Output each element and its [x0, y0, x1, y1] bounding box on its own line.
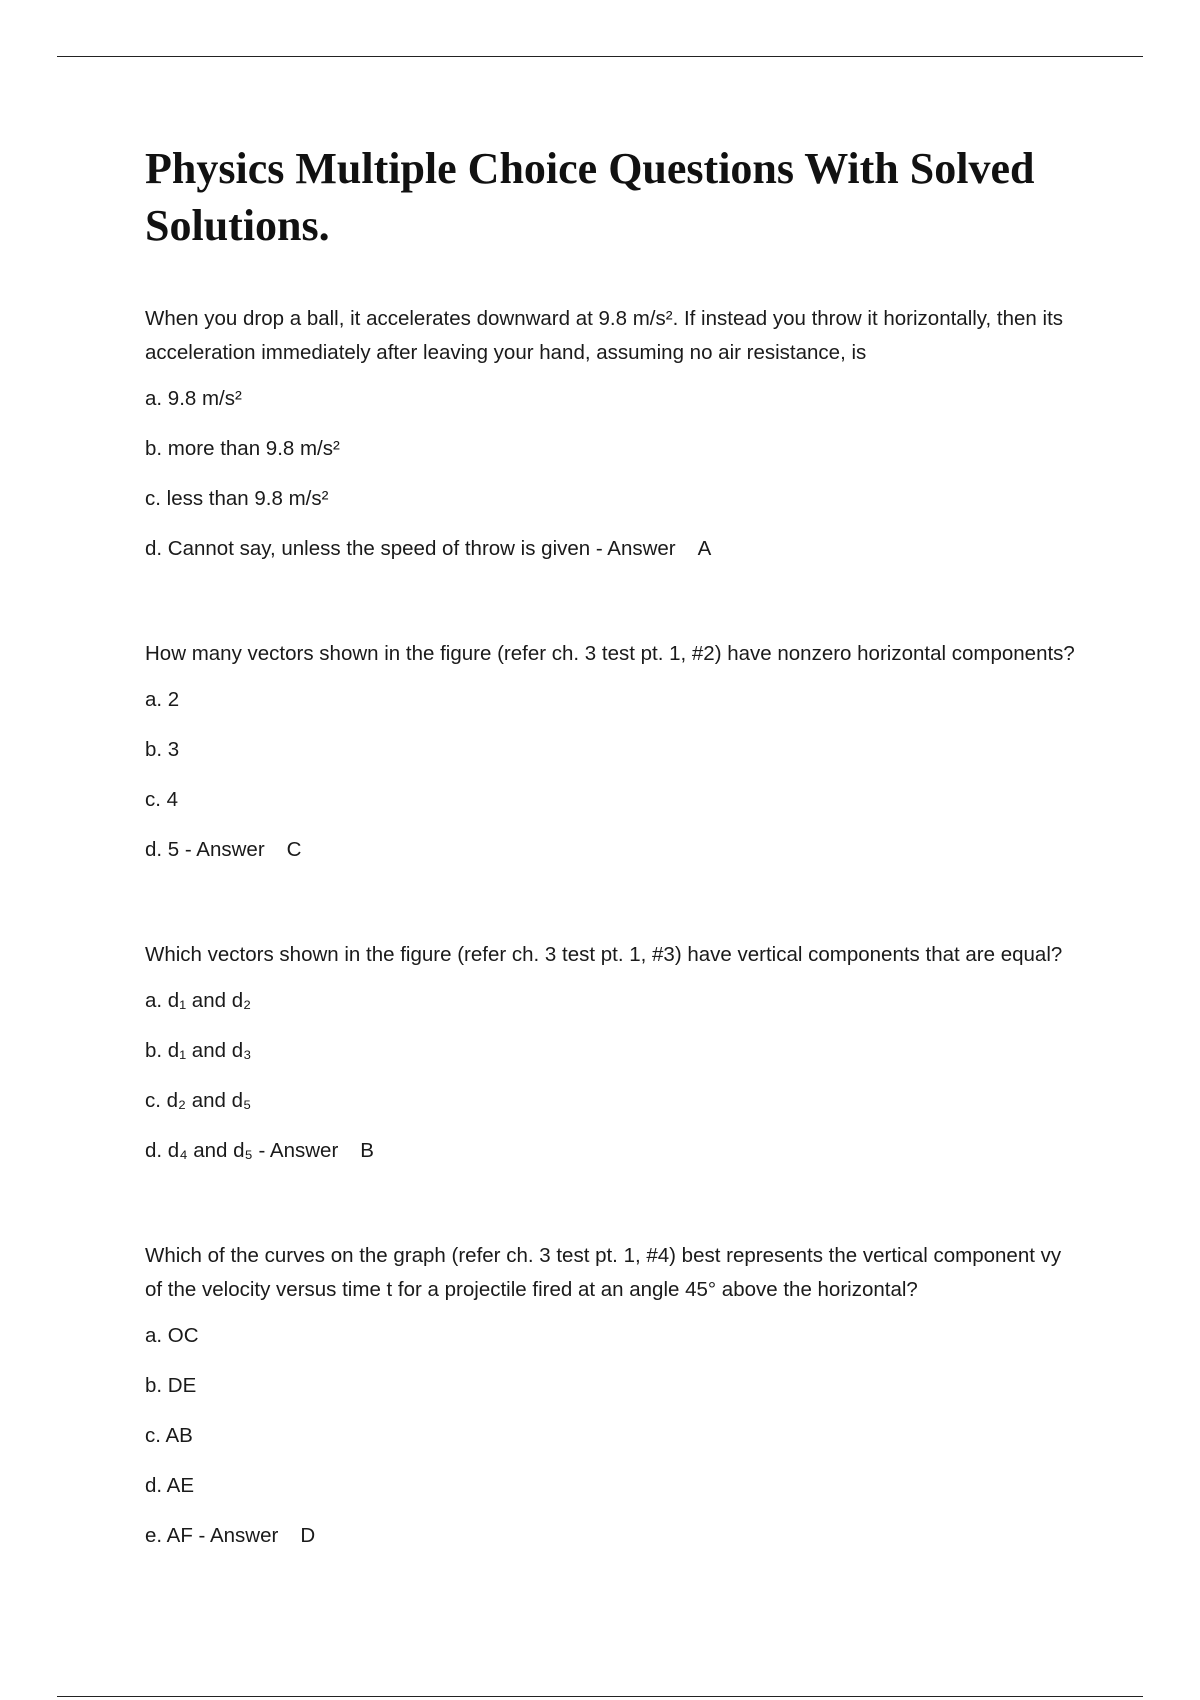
- option-d: d. AE: [145, 1474, 195, 1497]
- question-4: [145, 1239, 1075, 1553]
- question-stem: Which of the curves on the graph (refer ch. 3 test pt. 1, #4) best represents the vertical component vy of the velocity versus time t for a projectile fired at an angle 45° above the horizontal?: [145, 1244, 1062, 1301]
- answer-separator: -: [192, 1524, 210, 1547]
- answer-label: Answer: [209, 1524, 279, 1547]
- option-c: c. AB: [145, 1424, 193, 1447]
- option-b: b. d₁ and d₃: [145, 1039, 252, 1062]
- option-b: b. more than 9.8 m/s²: [145, 437, 340, 460]
- question-1: [145, 302, 1075, 566]
- option-a: a. 9.8 m/s²: [145, 387, 242, 410]
- question-stem: How many vectors shown in the figure (refer ch. 3 test pt. 1, #2) have nonzero horizontal components?: [145, 642, 1075, 665]
- answer-separator: -: [590, 537, 608, 560]
- answer-label: Answer: [269, 1139, 339, 1162]
- option-d: d. 5: [145, 838, 180, 861]
- document-title: Physics Multiple Choice Questions With Solved Solutions.: [145, 144, 1035, 250]
- option-a: a. d₁ and d₂: [145, 989, 252, 1012]
- option-d-with-answer: [145, 1134, 1075, 1168]
- answer-value: C: [286, 838, 302, 861]
- answer-value: B: [360, 1139, 374, 1162]
- option-a: a. OC: [145, 1324, 199, 1347]
- option-e-with-answer: [145, 1519, 1075, 1553]
- option-d: d. Cannot say, unless the speed of throw is given: [145, 537, 591, 560]
- document-body: [145, 140, 1075, 1553]
- bottom-rule: [57, 1696, 1143, 1697]
- question-stem: When you drop a ball, it accelerates downward at 9.8 m/s². If instead you throw it horizontally, then its acceleration immediately after leaving your hand, assuming no air resistance, is: [145, 307, 1064, 364]
- option-d-with-answer: [145, 833, 1075, 867]
- answer-label: Answer: [607, 537, 676, 560]
- option-d-with-answer: [145, 532, 1075, 566]
- top-rule: [57, 56, 1143, 57]
- option-b: b. 3: [145, 738, 180, 761]
- option-b: b. DE: [145, 1374, 197, 1397]
- question-2: [145, 637, 1075, 867]
- answer-separator: -: [252, 1139, 270, 1162]
- option-c: c. less than 9.8 m/s²: [145, 487, 329, 510]
- answer-separator: -: [179, 838, 197, 861]
- answer-label: Answer: [196, 838, 265, 861]
- answer-value: A: [697, 537, 712, 560]
- option-e: e. AF: [145, 1524, 193, 1547]
- answer-value: D: [300, 1524, 316, 1547]
- option-a: a. 2: [145, 688, 180, 711]
- option-c: c. d₂ and d₅: [145, 1089, 252, 1112]
- option-d: d. d₄ and d₅: [145, 1139, 253, 1162]
- question-stem: Which vectors shown in the figure (refer ch. 3 test pt. 1, #3) have vertical components that are equal?: [145, 943, 1063, 966]
- option-c: c. 4: [145, 788, 179, 811]
- question-3: [145, 938, 1075, 1168]
